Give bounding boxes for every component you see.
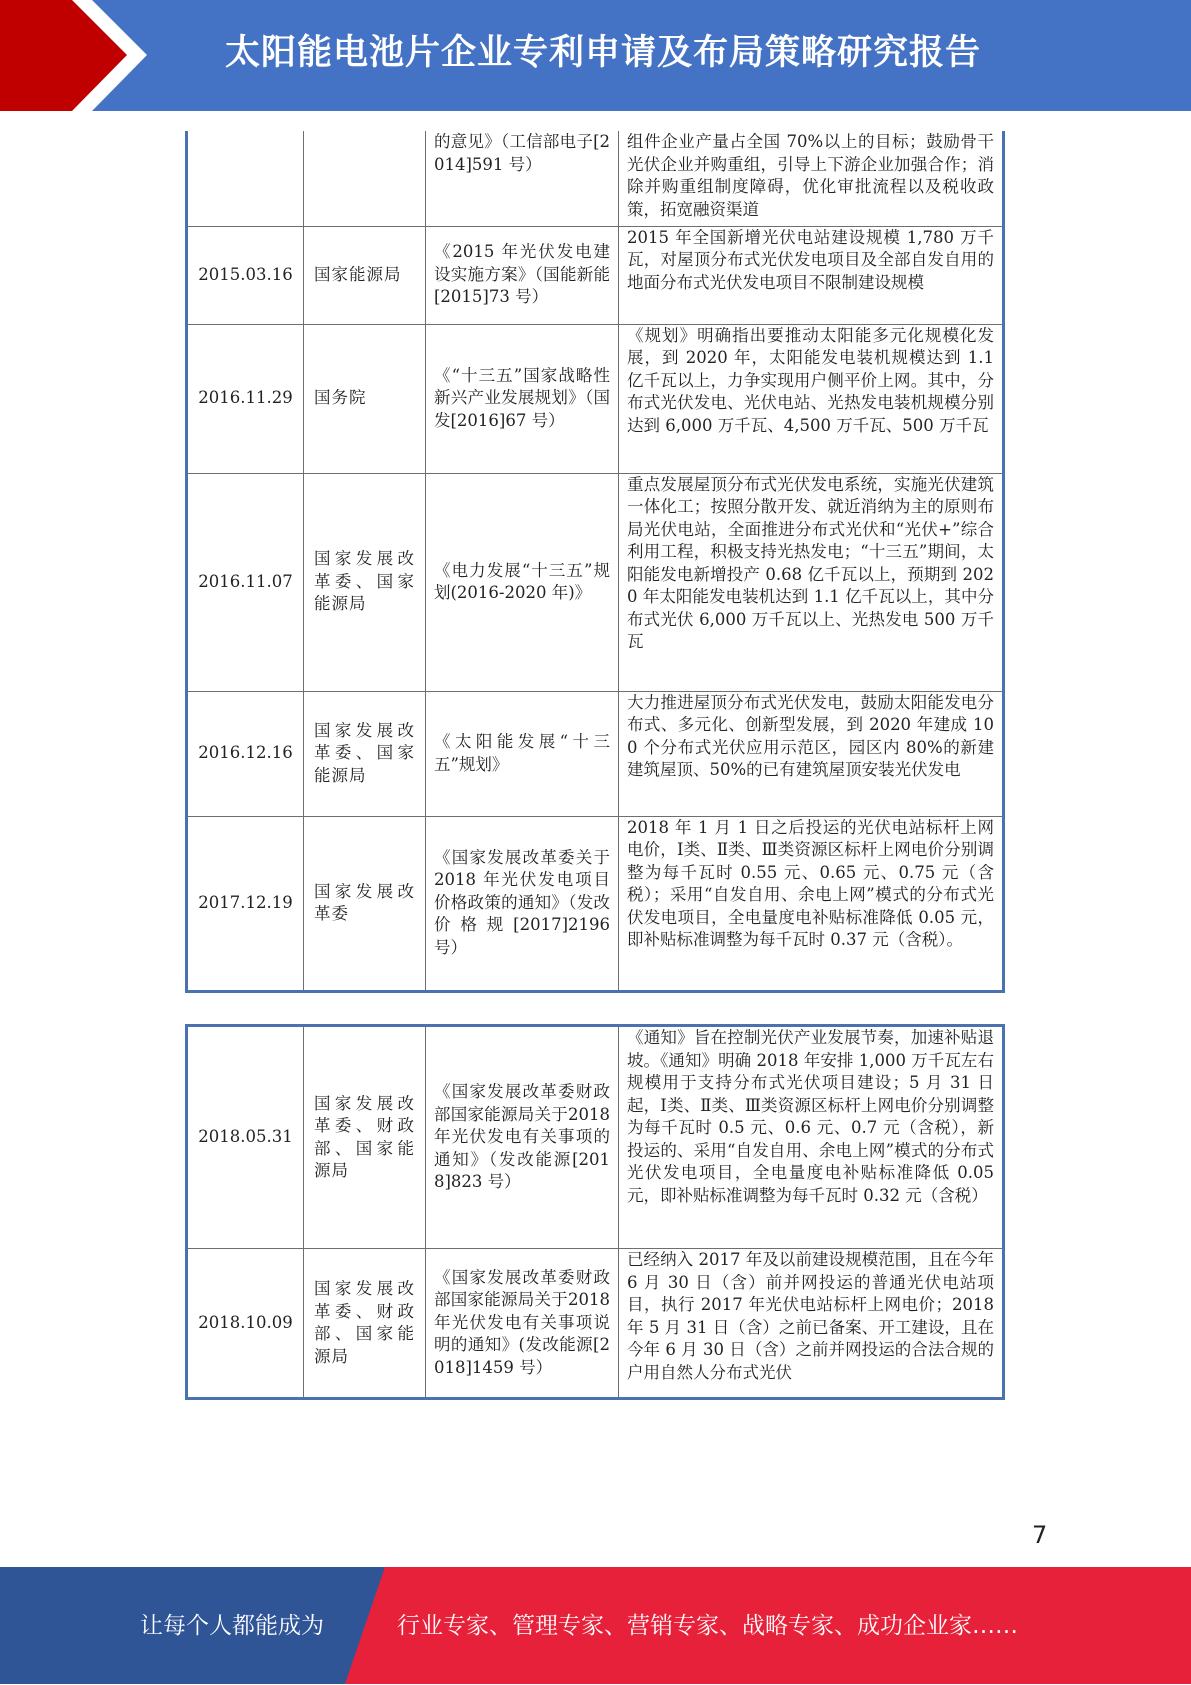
document-cell: 《国家发展改革委财政部国家能源局关于2018 年光伏发电有关事项的通知》（发改能源[2018]823 号） bbox=[426, 1026, 619, 1249]
date-cell: 2016.12.16 bbox=[187, 691, 304, 816]
date-cell: 2016.11.07 bbox=[187, 473, 304, 691]
content-cell: 《通知》旨在控制光伏产业发展节奏，加速补贴退坡。《通知》明确 2018 年安排 1,000 万千瓦左右规模用于支持分布式光伏项目建设；5 月 31 日起，Ⅰ类、Ⅱ类、Ⅲ类资源区标杆上网电价分别调整为每千瓦时 0.5 元、0.6 元、0.7 元（含税），新投运的、采用“自发自用、余电上网”模式的分布式光伏发电项目，全电量度电补贴标准降低 0.05 元，即补贴标准调整为每千瓦时 0.32 元（含税） bbox=[619, 1026, 1004, 1249]
content-cell: 大力推进屋顶分布式光伏发电，鼓励太阳能发电分布式、多元化、创新型发展，到 2020 年建成 100 个分布式光伏应用示范区，园区内 80%的新建建筑屋顶、50%的已有建筑屋顶安装光伏发电 bbox=[619, 691, 1004, 816]
document-cell: 《太阳能发展“十三五”规划》 bbox=[426, 691, 619, 816]
table-row bbox=[187, 691, 1004, 816]
content-cell: 2018 年 1 月 1 日之后投运的光伏电站标杆上网电价，Ⅰ类、Ⅱ类、Ⅲ类资源区标杆上网电价分别调整为每千瓦时 0.55 元、0.65 元、0.75 元（含税）；采用“自发自用、余电上网”模式的分布式光伏发电项目，全电量度电补贴标准降低 0.05 元，即补贴标准调整为每千瓦时 0.37 元（含税）。 bbox=[619, 816, 1004, 991]
content-cell: 《规划》明确指出要推动太阳能多元化规模化发展，到 2020 年，太阳能发电装机规模达到 1.1 亿千瓦以上，力争实现用户侧平价上网。其中，分布式光伏发电、光伏电站、光热发电装机规模分别达到 6,000 万千瓦、4,500 万千瓦、500 万千瓦 bbox=[619, 324, 1004, 473]
document-cell: 的意见》（工信部电子[2014]591 号） bbox=[426, 131, 619, 226]
document-cell: 《国家发展改革委财政部国家能源局关于2018 年光伏发电有关事项说明的通知》(发改能源[2018]1459 号） bbox=[426, 1249, 619, 1399]
footer-slogan-left: 让每个人都能成为 bbox=[140, 1613, 324, 1639]
agency-cell bbox=[304, 131, 426, 226]
table-row bbox=[187, 1249, 1004, 1399]
document-cell: 《国家发展改革委关于 2018 年光伏发电项目价格政策的通知》（发改价格规[2017]2196 号） bbox=[426, 816, 619, 991]
content-cell: 组件企业产量占全国 70%以上的目标；鼓励骨干光伏企业并购重组，引导上下游企业加强合作；消除并购重组制度障碍，优化审批流程以及税收政策，拓宽融资渠道 bbox=[619, 131, 1004, 226]
table-row bbox=[187, 131, 1004, 226]
content-cell: 2015 年全国新增光伏电站建设规模 1,780 万千瓦，对屋顶分布式光伏发电项目及全部自发自用的地面分布式光伏发电项目不限制建设规模 bbox=[619, 226, 1004, 324]
table-row bbox=[187, 473, 1004, 691]
date-cell: 2015.03.16 bbox=[187, 226, 304, 324]
document-cell: 《电力发展“十三五”规划(2016-2020 年)》 bbox=[426, 473, 619, 691]
footer-slogan-right: 行业专家、管理专家、营销专家、战略专家、成功企业家…… bbox=[397, 1613, 1018, 1639]
table-row bbox=[187, 1026, 1004, 1249]
document-cell: 《2015 年光伏发电建设实施方案》（国能新能[2015]73 号） bbox=[426, 226, 619, 324]
document-cell: 《“十三五”国家战略性新兴产业发展规划》（国发[2016]67 号） bbox=[426, 324, 619, 473]
table-row bbox=[187, 816, 1004, 991]
table-row bbox=[187, 226, 1004, 324]
agency-cell: 国家发展改革委、国家能源局 bbox=[304, 473, 426, 691]
table-row bbox=[187, 324, 1004, 473]
agency-cell: 国家发展改革委、财政部、国家能源局 bbox=[304, 1026, 426, 1249]
content-cell: 已经纳入 2017 年及以前建设规模范围，且在今年 6 月 30 日（含）前并网投运的普通光伏电站项目，执行 2017 年光伏电站标杆上网电价；2018 年 5 月 31 日（含）之前已备案、开工建设，且在今年 6 月 30 日（含）之前并网投运的合法合规的户用自然人分布式光伏 bbox=[619, 1249, 1004, 1399]
policy-table-1 bbox=[185, 131, 1005, 993]
page-footer bbox=[0, 1567, 1191, 1684]
page-number: 7 bbox=[1032, 1521, 1048, 1549]
content-cell: 重点发展屋顶分布式光伏发电系统，实施光伏建筑一体化工；按照分散开发、就近消纳为主的原则布局光伏电站，全面推进分布式光伏和“光伏+”综合利用工程，积极支持光热发电；“十三五”期间，太阳能发电新增投产 0.68 亿千瓦以上，预期到 2020 年太阳能发电装机达到 1.1 亿千瓦以上，其中分布式光伏 6,000 万千瓦以上、光热发电 500 万千瓦 bbox=[619, 473, 1004, 691]
date-cell: 2018.05.31 bbox=[187, 1026, 304, 1249]
agency-cell: 国家发展改革委、财政部、国家能源局 bbox=[304, 1249, 426, 1399]
agency-cell: 国家发展改革委、国家能源局 bbox=[304, 691, 426, 816]
agency-cell: 国家能源局 bbox=[304, 226, 426, 324]
agency-cell: 国家发展改革委 bbox=[304, 816, 426, 991]
report-title: 太阳能电池片企业专利申请及布局策略研究报告 bbox=[225, 33, 982, 73]
date-cell: 2018.10.09 bbox=[187, 1249, 304, 1399]
red-chevron-decoration bbox=[0, 0, 160, 111]
date-cell bbox=[187, 131, 304, 226]
date-cell: 2017.12.19 bbox=[187, 816, 304, 991]
page-header bbox=[0, 0, 1191, 111]
date-cell: 2016.11.29 bbox=[187, 324, 304, 473]
agency-cell: 国务院 bbox=[304, 324, 426, 473]
policy-table-2 bbox=[185, 1024, 1005, 1400]
